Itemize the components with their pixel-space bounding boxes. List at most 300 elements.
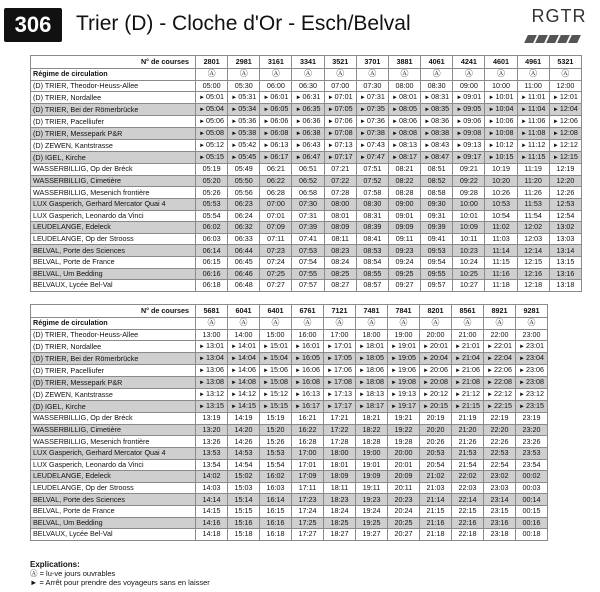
- departure-time: [196, 329, 228, 341]
- time-value: 23:15: [525, 401, 544, 411]
- time-value: 13:02: [556, 222, 575, 232]
- time-value: 19:08: [397, 377, 416, 387]
- time-value: 18:24: [330, 506, 349, 516]
- departure-time: [324, 436, 356, 448]
- departure-time: [452, 377, 484, 389]
- pickup-only-arrow-icon: ►: [487, 356, 493, 363]
- time-value: 15:12: [269, 389, 288, 399]
- time-value: 06:35: [302, 104, 321, 114]
- stop-name: (D) IGEL, Kirche: [31, 401, 196, 413]
- courses-header-row: [31, 56, 582, 69]
- timetable-afternoon: [30, 304, 548, 541]
- time-value: 07:09: [266, 222, 285, 232]
- departure-time: [485, 152, 517, 164]
- stop-row: [31, 471, 548, 483]
- pickup-only-arrow-icon: ►: [327, 143, 334, 150]
- departure-time: [484, 341, 516, 353]
- pickup-only-arrow-icon: ►: [423, 380, 429, 387]
- time-value: 12:20: [556, 176, 575, 186]
- departure-time: [324, 80, 356, 92]
- time-value: 08:35: [431, 104, 450, 114]
- regime-row: [31, 318, 548, 330]
- departure-time: [420, 401, 452, 413]
- departure-time: [388, 447, 420, 459]
- regime-weekday-icon: Ⓐ: [388, 318, 420, 330]
- stop-row: [31, 436, 548, 448]
- departure-time: [420, 413, 452, 425]
- time-value: 07:38: [366, 128, 385, 138]
- departure-time: [356, 152, 388, 164]
- stop-row: [31, 164, 582, 176]
- time-value: 22:14: [458, 494, 477, 504]
- departure-time: [324, 128, 356, 140]
- departure-time: [228, 401, 260, 413]
- time-value: 07:51: [363, 164, 382, 174]
- explications-weekday: Ⓐ = lu-ve jours ouvrables: [30, 569, 116, 578]
- time-value: 06:36: [302, 116, 321, 126]
- pickup-only-arrow-icon: ►: [199, 131, 206, 138]
- time-value: 16:17: [301, 401, 320, 411]
- pickup-only-arrow-icon: ►: [199, 95, 206, 102]
- time-value: 07:17: [334, 152, 353, 162]
- departure-time: [516, 413, 548, 425]
- time-value: 09:57: [427, 280, 446, 290]
- departure-time: [452, 494, 484, 506]
- pickup-only-arrow-icon: ►: [519, 392, 525, 399]
- pickup-only-arrow-icon: ►: [487, 368, 493, 375]
- departure-time: [453, 198, 485, 210]
- departure-time: [517, 104, 549, 116]
- pickup-only-arrow-icon: ►: [392, 119, 398, 126]
- time-value: 10:27: [459, 280, 478, 290]
- pickup-only-arrow-icon: ►: [359, 380, 365, 387]
- departure-time: [420, 424, 452, 436]
- time-value: 06:48: [234, 280, 253, 290]
- time-value: 06:06: [270, 116, 289, 126]
- time-value: 12:02: [524, 222, 543, 232]
- time-value: 21:15: [426, 506, 445, 516]
- time-value: 16:28: [298, 436, 317, 446]
- departure-time: [196, 92, 228, 104]
- time-value: 08:43: [431, 140, 450, 150]
- departure-time: [196, 424, 228, 436]
- regime-weekday-icon: Ⓐ: [260, 318, 292, 330]
- pickup-only-arrow-icon: ►: [263, 95, 270, 102]
- pickup-only-arrow-icon: ►: [327, 356, 333, 363]
- time-value: 14:08: [237, 377, 256, 387]
- departure-time: [421, 187, 453, 199]
- time-value: 11:15: [492, 257, 510, 267]
- stop-name: (D) TRIER, Bei der Römerbrücke: [31, 353, 196, 365]
- course-number: 6761: [292, 305, 324, 318]
- departure-time: [292, 353, 324, 365]
- time-value: 15:26: [266, 436, 285, 446]
- departure-time: [388, 353, 420, 365]
- departure-time: [388, 413, 420, 425]
- stop-row: [31, 245, 582, 257]
- pickup-only-arrow-icon: ►: [359, 155, 366, 162]
- time-value: 22:04: [493, 353, 512, 363]
- time-value: 10:09: [459, 222, 478, 232]
- departure-time: [516, 459, 548, 471]
- time-value: 06:45: [234, 257, 253, 267]
- departure-time: [324, 152, 356, 164]
- departure-time: [196, 353, 228, 365]
- courses-header-row: [31, 305, 548, 318]
- time-value: 11:08: [527, 128, 546, 138]
- departure-time: [452, 436, 484, 448]
- departure-time: [228, 268, 260, 280]
- departure-time: [196, 365, 228, 377]
- departure-time: [228, 104, 260, 116]
- pickup-only-arrow-icon: ►: [487, 404, 493, 411]
- course-number: 3881: [388, 56, 420, 69]
- stop-row: [31, 482, 548, 494]
- pickup-only-arrow-icon: ►: [456, 119, 463, 126]
- pickup-only-arrow-icon: ►: [263, 107, 270, 114]
- stop-row: [31, 517, 548, 529]
- time-value: 19:13: [397, 389, 416, 399]
- regime-weekday-icon: Ⓐ: [228, 69, 260, 81]
- departure-time: [452, 329, 484, 341]
- departure-time: [260, 424, 292, 436]
- time-value: 13:00: [202, 329, 221, 339]
- departure-time: [260, 413, 292, 425]
- departure-time: [260, 104, 292, 116]
- pickup-only-arrow-icon: ►: [231, 95, 238, 102]
- time-value: 08:41: [363, 234, 382, 244]
- pickup-only-arrow-icon: ►: [520, 131, 527, 138]
- time-value: 08:38: [431, 128, 450, 138]
- departure-time: [260, 341, 292, 353]
- stop-row: [31, 389, 548, 401]
- time-value: 06:00: [266, 80, 285, 90]
- time-value: 05:00: [202, 80, 221, 90]
- time-value: 10:19: [491, 164, 510, 174]
- departure-time: [421, 233, 453, 245]
- stop-name: BELVAL, Porte des Sciences: [31, 245, 196, 257]
- time-value: 05:04: [206, 104, 225, 114]
- time-value: 19:11: [362, 483, 381, 493]
- time-value: 20:23: [394, 494, 413, 504]
- departure-time: [420, 341, 452, 353]
- time-value: 06:17: [270, 152, 289, 162]
- time-value: 21:08: [461, 377, 480, 387]
- pickup-only-arrow-icon: ►: [552, 107, 559, 114]
- departure-time: [228, 140, 260, 152]
- time-value: 05:56: [234, 187, 253, 197]
- departure-time: [516, 424, 548, 436]
- time-value: 22:18: [458, 529, 477, 539]
- departure-time: [484, 459, 516, 471]
- pickup-only-arrow-icon: ►: [327, 368, 333, 375]
- course-number: 4601: [485, 56, 517, 69]
- regime-weekday-icon: Ⓐ: [421, 69, 453, 81]
- departure-time: [453, 164, 485, 176]
- departure-time: [324, 459, 356, 471]
- pickup-only-arrow-icon: ►: [263, 143, 270, 150]
- time-value: 23:00: [522, 329, 541, 339]
- stop-name: LEUDELANGE, Edeleck: [31, 471, 196, 483]
- time-value: 07:05: [334, 104, 353, 114]
- departure-time: [453, 175, 485, 187]
- time-value: 00:14: [522, 494, 541, 504]
- route-title: Trier (D) - Cloche d'Or - Esch/Belval: [76, 12, 411, 35]
- departure-time: [420, 505, 452, 517]
- time-value: 09:41: [427, 234, 446, 244]
- time-value: 23:14: [490, 494, 509, 504]
- departure-time: [228, 164, 260, 176]
- departure-time: [485, 245, 517, 257]
- time-value: 00:18: [522, 529, 541, 539]
- time-value: 08:54: [363, 257, 382, 267]
- departure-time: [484, 401, 516, 413]
- pickup-only-arrow-icon: ►: [327, 404, 333, 411]
- pickup-only-arrow-icon: ►: [199, 107, 206, 114]
- departure-time: [516, 329, 548, 341]
- departure-time: [452, 424, 484, 436]
- stop-row: [31, 365, 548, 377]
- time-value: 21:01: [461, 341, 480, 351]
- departure-time: [420, 377, 452, 389]
- departure-time: [260, 482, 292, 494]
- pickup-only-arrow-icon: ►: [359, 131, 366, 138]
- departure-time: [356, 494, 388, 506]
- departure-time: [388, 116, 420, 128]
- departure-time: [453, 187, 485, 199]
- time-value: 16:15: [266, 506, 285, 516]
- time-value: 06:47: [302, 152, 321, 162]
- course-number: 4061: [421, 56, 453, 69]
- departure-time: [260, 529, 292, 541]
- time-value: 06:02: [202, 222, 221, 232]
- regime-weekday-icon: Ⓐ: [228, 318, 260, 330]
- departure-time: [196, 505, 228, 517]
- time-value: 16:05: [301, 353, 320, 363]
- pickup-only-arrow-icon: ►: [295, 380, 301, 387]
- time-value: 07:22: [331, 176, 350, 186]
- time-value: 13:18: [556, 280, 575, 290]
- departure-time: [388, 164, 420, 176]
- departure-time: [196, 389, 228, 401]
- time-value: 13:06: [205, 365, 224, 375]
- departure-time: [421, 268, 453, 280]
- time-value: 08:01: [398, 92, 417, 102]
- time-value: 09:08: [463, 128, 482, 138]
- time-value: 06:46: [234, 268, 253, 278]
- time-value: 13:53: [202, 448, 221, 458]
- time-value: 12:53: [556, 199, 575, 209]
- time-value: 23:15: [490, 506, 509, 516]
- pickup-only-arrow-icon: ►: [488, 119, 495, 126]
- course-number: 3701: [356, 56, 388, 69]
- stop-name: WASSERBILLIG, Mesenich frontière: [31, 187, 196, 199]
- departure-time: [517, 116, 549, 128]
- departure-time: [228, 128, 260, 140]
- time-value: 18:09: [330, 471, 349, 481]
- pickup-only-arrow-icon: ►: [295, 107, 302, 114]
- pickup-only-arrow-icon: ►: [231, 155, 238, 162]
- time-value: 23:16: [490, 517, 509, 527]
- timetable-morning: [30, 55, 582, 292]
- time-value: 06:13: [270, 140, 289, 150]
- explications: [30, 560, 210, 587]
- departure-time: [228, 413, 260, 425]
- departure-time: [388, 152, 420, 164]
- time-value: 15:02: [234, 471, 253, 481]
- time-value: 09:31: [427, 210, 446, 220]
- stop-row: [31, 494, 548, 506]
- time-value: 08:17: [398, 152, 417, 162]
- time-value: 22:26: [490, 436, 509, 446]
- line-number-badge: 306: [4, 8, 62, 42]
- stop-row: [31, 505, 548, 517]
- departure-time: [228, 329, 260, 341]
- time-value: 12:06: [559, 116, 578, 126]
- departure-time: [517, 187, 549, 199]
- stop-row: [31, 175, 582, 187]
- departure-time: [388, 377, 420, 389]
- pickup-only-arrow-icon: ►: [199, 356, 205, 363]
- time-value: 11:02: [492, 222, 510, 232]
- departure-time: [228, 341, 260, 353]
- regime-label: Régime de circulation: [31, 318, 196, 330]
- time-value: 05:49: [234, 164, 253, 174]
- regime-weekday-icon: Ⓐ: [324, 69, 356, 81]
- departure-time: [292, 377, 324, 389]
- time-value: 22:02: [458, 471, 477, 481]
- explications-pickup-only: ► = Arrêt pour prendre des voyageurs sans en laisser: [30, 578, 210, 587]
- time-value: 05:53: [202, 199, 221, 209]
- departure-time: [517, 80, 549, 92]
- time-value: 17:13: [333, 389, 352, 399]
- time-value: 19:17: [397, 401, 416, 411]
- time-value: 16:13: [301, 389, 320, 399]
- departure-time: [420, 436, 452, 448]
- time-value: 21:16: [426, 517, 445, 527]
- stop-name: BELVAL, Um Bedding: [31, 268, 196, 280]
- time-value: 20:25: [394, 517, 413, 527]
- departure-time: [485, 187, 517, 199]
- departure-time: [356, 517, 388, 529]
- departure-time: [260, 245, 292, 257]
- departure-time: [324, 401, 356, 413]
- departure-time: [292, 529, 324, 541]
- stop-name: (D) ZEWEN, Kantstrasse: [31, 140, 196, 152]
- departure-time: [549, 80, 581, 92]
- departure-time: [421, 210, 453, 222]
- time-value: 10:00: [491, 80, 510, 90]
- time-value: 06:22: [266, 176, 285, 186]
- departure-time: [452, 529, 484, 541]
- departure-time: [485, 256, 517, 268]
- departure-time: [292, 280, 324, 292]
- departure-time: [356, 413, 388, 425]
- departure-time: [228, 152, 260, 164]
- pickup-only-arrow-icon: ►: [327, 155, 334, 162]
- time-value: 09:13: [463, 140, 482, 150]
- time-value: 21:14: [426, 494, 445, 504]
- departure-time: [484, 389, 516, 401]
- time-value: 22:06: [493, 365, 512, 375]
- time-value: 20:12: [429, 389, 448, 399]
- departure-time: [228, 233, 260, 245]
- time-value: 22:15: [458, 506, 477, 516]
- departure-time: [324, 116, 356, 128]
- departure-time: [484, 413, 516, 425]
- pickup-only-arrow-icon: ►: [263, 344, 269, 351]
- stop-row: [31, 341, 548, 353]
- time-value: 18:08: [365, 377, 384, 387]
- time-value: 21:26: [458, 436, 477, 446]
- regime-label: Régime de circulation: [31, 69, 196, 81]
- departure-time: [196, 341, 228, 353]
- time-value: 05:36: [238, 116, 257, 126]
- departure-time: [324, 280, 356, 292]
- pickup-only-arrow-icon: ►: [327, 344, 333, 351]
- time-value: 16:16: [266, 517, 285, 527]
- stop-row: [31, 198, 582, 210]
- departure-time: [324, 164, 356, 176]
- stop-name: (D) ZEWEN, Kantstrasse: [31, 389, 196, 401]
- time-value: 23:01: [525, 341, 544, 351]
- departure-time: [260, 152, 292, 164]
- time-value: 08:27: [331, 280, 350, 290]
- time-value: 06:44: [234, 245, 253, 255]
- time-value: 07:31: [299, 210, 318, 220]
- time-value: 10:00: [459, 199, 478, 209]
- pickup-only-arrow-icon: ►: [520, 119, 527, 126]
- departure-time: [485, 80, 517, 92]
- departure-time: [196, 140, 228, 152]
- time-value: 05:34: [238, 104, 257, 114]
- stop-row: [31, 128, 582, 140]
- departure-time: [388, 210, 420, 222]
- time-value: 19:01: [397, 341, 416, 351]
- departure-time: [196, 471, 228, 483]
- departure-time: [356, 233, 388, 245]
- time-value: 11:06: [527, 116, 546, 126]
- time-value: 16:00: [298, 329, 317, 339]
- time-value: 09:39: [427, 222, 446, 232]
- stop-row: [31, 210, 582, 222]
- departure-time: [517, 222, 549, 234]
- time-value: 13:19: [202, 413, 221, 423]
- departure-time: [196, 377, 228, 389]
- departure-time: [356, 341, 388, 353]
- time-value: 12:01: [559, 92, 578, 102]
- time-value: 08:21: [395, 164, 414, 174]
- departure-time: [484, 436, 516, 448]
- pickup-only-arrow-icon: ►: [231, 344, 237, 351]
- departure-time: [356, 198, 388, 210]
- pickup-only-arrow-icon: ►: [424, 95, 431, 102]
- departure-time: [388, 529, 420, 541]
- departure-time: [324, 104, 356, 116]
- departure-time: [453, 256, 485, 268]
- time-value: 05:15: [206, 152, 225, 162]
- departure-time: [356, 389, 388, 401]
- time-value: 17:22: [330, 425, 349, 435]
- stop-name: BELVAUX, Lycée Bel-Val: [31, 280, 196, 292]
- departure-time: [388, 128, 420, 140]
- departure-time: [517, 175, 549, 187]
- departure-time: [260, 365, 292, 377]
- time-value: 12:00: [556, 80, 575, 90]
- time-value: 15:20: [266, 425, 285, 435]
- departure-time: [517, 210, 549, 222]
- departure-time: [516, 401, 548, 413]
